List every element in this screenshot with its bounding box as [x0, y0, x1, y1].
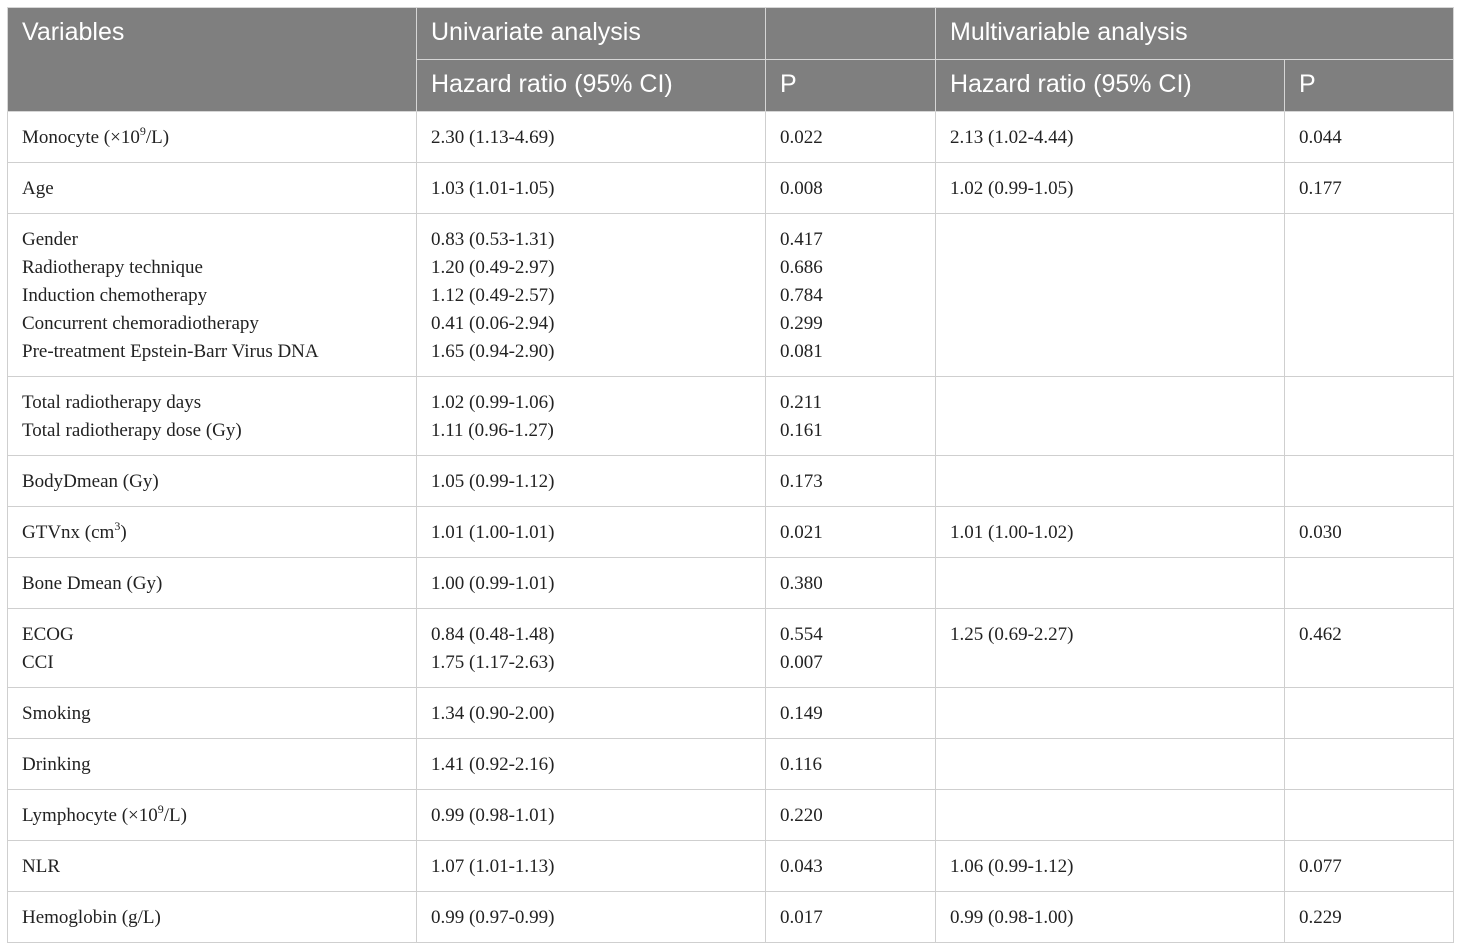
- cell-uni-p-value: 0.149: [780, 703, 823, 724]
- table-row: [8, 558, 1454, 609]
- variable-name-text: Concurrent chemoradiotherapy: [22, 313, 259, 334]
- cell-uni-p-value: 0.017: [780, 907, 823, 928]
- cell-uni-hazard-ratio-value: 0.83 (0.53-1.31): [431, 229, 555, 250]
- cell-multi-hazard-ratio-value: 1.06 (0.99-1.12): [950, 856, 1074, 877]
- cell-uni-p-value: 0.081: [780, 341, 823, 362]
- cell-uni-hazard-ratio-value: 1.02 (0.99-1.06): [431, 392, 555, 413]
- cell-uni-hazard-ratio: [417, 892, 766, 943]
- cell-multi-p: [1285, 163, 1454, 214]
- cell-uni-p: [766, 456, 936, 507]
- cell-uni-p-value: 0.021: [780, 522, 823, 543]
- cell-variables: [8, 456, 417, 507]
- cell-uni-hazard-ratio-value: 2.30 (1.13-4.69): [431, 127, 555, 148]
- cell-uni-hazard-ratio: [417, 163, 766, 214]
- variable-name-suffix: /L): [163, 805, 187, 826]
- cell-multi-p: [1285, 688, 1454, 739]
- variable-name-text: Drinking: [22, 754, 91, 775]
- cell-uni-p-value: 0.043: [780, 856, 823, 877]
- cell-uni-p-value: 0.116: [780, 754, 823, 775]
- cell-uni-p-value: 0.022: [780, 127, 823, 148]
- cell-uni-hazard-ratio: [417, 558, 766, 609]
- cell-multi-p: [1285, 112, 1454, 163]
- cell-multi-p-value: 0.030: [1299, 522, 1342, 543]
- cell-multi-hazard-ratio: [936, 841, 1285, 892]
- variable-name: [22, 226, 402, 254]
- cell-uni-p: [766, 609, 936, 688]
- variable-name: [22, 751, 402, 779]
- variable-name: [22, 700, 402, 728]
- variable-name-superscript: 3: [114, 519, 121, 533]
- cell-multi-hazard-ratio-value: 2.13 (1.02-4.44): [950, 127, 1074, 148]
- variable-name-text: Gender: [22, 229, 78, 250]
- cell-uni-p-value: 0.220: [780, 805, 823, 826]
- variable-name-suffix: /L): [145, 127, 170, 148]
- cell-multi-hazard-ratio: [936, 163, 1285, 214]
- variable-name-text: Induction chemotherapy: [22, 285, 208, 306]
- cell-multi-hazard-ratio: [936, 214, 1285, 377]
- variable-name-text: ECOG: [22, 624, 74, 645]
- cell-uni-p-value: 0.161: [780, 420, 823, 441]
- cell-uni-p: [766, 841, 936, 892]
- cell-uni-hazard-ratio-value: 1.07 (1.01-1.13): [431, 856, 555, 877]
- cell-multi-hazard-ratio: [936, 456, 1285, 507]
- cell-uni-hazard-ratio: [417, 214, 766, 377]
- cell-uni-p: [766, 163, 936, 214]
- variable-name-text: Total radiotherapy dose (Gy): [22, 420, 242, 441]
- table-row: [8, 688, 1454, 739]
- header-multi-hazard-ratio: Hazard ratio (95% CI): [936, 60, 1285, 112]
- header-uni-hazard-ratio: Hazard ratio (95% CI): [417, 60, 766, 112]
- variable-name-text: GTVnx (cm: [22, 522, 115, 543]
- cell-multi-p: [1285, 790, 1454, 841]
- cell-multi-hazard-ratio: [936, 688, 1285, 739]
- cell-variables: [8, 112, 417, 163]
- table-row: [8, 892, 1454, 943]
- variable-name-text: Total radiotherapy days: [22, 392, 202, 413]
- cell-multi-hazard-ratio: [936, 377, 1285, 456]
- cell-uni-hazard-ratio-value: 1.01 (1.00-1.01): [431, 522, 555, 543]
- header-univariate: Univariate analysis: [417, 8, 766, 60]
- variable-name-text: Radiotherapy technique: [22, 257, 203, 278]
- table-row: [8, 112, 1454, 163]
- table-body: [8, 112, 1454, 943]
- cell-multi-p-value: 0.229: [1299, 907, 1342, 928]
- table-row: [8, 507, 1454, 558]
- variable-name-text: Hemoglobin (g/L): [22, 907, 161, 928]
- cell-uni-p: [766, 558, 936, 609]
- cell-uni-hazard-ratio-value: 1.34 (0.90-2.00): [431, 703, 555, 724]
- cell-uni-p: [766, 507, 936, 558]
- table-row: [8, 214, 1454, 377]
- cell-variables: [8, 609, 417, 688]
- cell-multi-hazard-ratio: [936, 892, 1285, 943]
- cell-variables: [8, 558, 417, 609]
- cell-variables: [8, 739, 417, 790]
- cell-uni-hazard-ratio: [417, 841, 766, 892]
- cell-multi-p-value: 0.462: [1299, 624, 1342, 645]
- variable-name-text: BodyDmean (Gy): [22, 471, 159, 492]
- cell-uni-hazard-ratio: [417, 377, 766, 456]
- cell-uni-p-value: 0.173: [780, 471, 823, 492]
- cell-uni-hazard-ratio: [417, 609, 766, 688]
- cell-multi-hazard-ratio: [936, 558, 1285, 609]
- variable-name-text: NLR: [22, 856, 60, 877]
- table-row: [8, 739, 1454, 790]
- cell-multi-p-value: 0.177: [1299, 178, 1342, 199]
- cell-multi-hazard-ratio: [936, 609, 1285, 688]
- variable-name-text: CCI: [22, 652, 54, 673]
- variable-name: [22, 338, 402, 366]
- variable-name: [22, 310, 402, 338]
- cell-variables: [8, 214, 417, 377]
- cell-multi-hazard-ratio-value: 1.25 (0.69-2.27): [950, 624, 1074, 645]
- cell-variables: [8, 841, 417, 892]
- table-row: [8, 456, 1454, 507]
- cell-multi-hazard-ratio-value: 1.01 (1.00-1.02): [950, 522, 1074, 543]
- cell-variables: [8, 688, 417, 739]
- cell-multi-p: [1285, 739, 1454, 790]
- cell-uni-p-value: 0.211: [780, 392, 823, 413]
- cell-multi-p: [1285, 892, 1454, 943]
- variable-name: [22, 853, 402, 881]
- variable-name: [22, 468, 402, 496]
- cell-uni-p: [766, 790, 936, 841]
- cell-uni-hazard-ratio-value: 1.03 (1.01-1.05): [431, 178, 555, 199]
- cell-uni-p-value: 0.686: [780, 257, 823, 278]
- cell-uni-hazard-ratio: [417, 456, 766, 507]
- cell-uni-hazard-ratio-value: 1.65 (0.94-2.90): [431, 341, 555, 362]
- cell-uni-p-value: 0.380: [780, 573, 823, 594]
- cell-uni-hazard-ratio-value: 1.12 (0.49-2.57): [431, 285, 555, 306]
- cell-uni-p: [766, 688, 936, 739]
- cell-uni-hazard-ratio-value: 1.41 (0.92-2.16): [431, 754, 555, 775]
- cell-variables: [8, 892, 417, 943]
- variable-name-text: Monocyte (×10: [22, 127, 140, 148]
- header-uni-p: P: [766, 60, 936, 112]
- cell-uni-hazard-ratio-value: 1.11 (0.96-1.27): [431, 420, 554, 441]
- cell-multi-p: [1285, 377, 1454, 456]
- variable-name-superscript: 9: [139, 124, 146, 138]
- cell-uni-hazard-ratio-value: 1.05 (0.99-1.12): [431, 471, 555, 492]
- header-univariate-blank: [766, 8, 936, 60]
- table-row: [8, 841, 1454, 892]
- cell-multi-p: [1285, 609, 1454, 688]
- header-multivariable: Multivariable analysis: [936, 8, 1454, 60]
- variable-name: [22, 802, 402, 830]
- variable-name-text: Smoking: [22, 703, 91, 724]
- cell-multi-hazard-ratio: [936, 112, 1285, 163]
- cell-multi-hazard-ratio-value: 1.02 (0.99-1.05): [950, 178, 1074, 199]
- cell-uni-hazard-ratio-value: 0.41 (0.06-2.94): [431, 313, 555, 334]
- variable-name-text: Lymphocyte (×10: [22, 805, 158, 826]
- cell-uni-p: [766, 892, 936, 943]
- table-row: [8, 790, 1454, 841]
- cell-multi-p-value: 0.044: [1299, 127, 1342, 148]
- cell-multi-p: [1285, 841, 1454, 892]
- cell-multi-hazard-ratio: [936, 790, 1285, 841]
- cell-uni-hazard-ratio-value: 0.99 (0.98-1.01): [431, 805, 555, 826]
- cell-uni-p-value: 0.554: [780, 624, 823, 645]
- results-table: [7, 7, 1454, 943]
- variable-name-text: Age: [22, 178, 54, 199]
- variable-name: [22, 519, 402, 547]
- cell-uni-hazard-ratio-value: 0.99 (0.97-0.99): [431, 907, 555, 928]
- cell-uni-p: [766, 739, 936, 790]
- cell-uni-p-value: 0.008: [780, 178, 823, 199]
- variable-name: [22, 175, 402, 203]
- cell-uni-p: [766, 377, 936, 456]
- table-header: [8, 8, 1454, 112]
- table-row: [8, 609, 1454, 688]
- variable-name: [22, 389, 402, 417]
- cell-variables: [8, 507, 417, 558]
- variable-name-suffix: ): [120, 522, 127, 543]
- cell-multi-p: [1285, 558, 1454, 609]
- variable-name-text: Bone Dmean (Gy): [22, 573, 163, 594]
- cell-multi-hazard-ratio: [936, 739, 1285, 790]
- cell-uni-hazard-ratio: [417, 112, 766, 163]
- cell-multi-p: [1285, 214, 1454, 377]
- cell-uni-p-value: 0.007: [780, 652, 823, 673]
- variable-name: [22, 649, 402, 677]
- variable-name: [22, 124, 402, 152]
- cell-uni-p-value: 0.299: [780, 313, 823, 334]
- cell-uni-hazard-ratio-value: 1.20 (0.49-2.97): [431, 257, 555, 278]
- cell-uni-hazard-ratio: [417, 790, 766, 841]
- cell-uni-hazard-ratio-value: 1.00 (0.99-1.01): [431, 573, 555, 594]
- cell-multi-hazard-ratio-value: 0.99 (0.98-1.00): [950, 907, 1074, 928]
- cell-uni-hazard-ratio: [417, 739, 766, 790]
- cell-uni-p-value: 0.417: [780, 229, 823, 250]
- variable-name: [22, 254, 402, 282]
- variable-name: [22, 904, 402, 932]
- header-multi-p: P: [1285, 60, 1454, 112]
- table-row: [8, 163, 1454, 214]
- variable-name-text: Pre-treatment Epstein-Barr Virus DNA: [22, 341, 319, 362]
- variable-name: [22, 570, 402, 598]
- cell-multi-p-value: 0.077: [1299, 856, 1342, 877]
- cell-multi-p: [1285, 456, 1454, 507]
- cell-variables: [8, 790, 417, 841]
- table-row: [8, 377, 1454, 456]
- cell-uni-hazard-ratio-value: 1.75 (1.17-2.63): [431, 652, 555, 673]
- cell-uni-p-value: 0.784: [780, 285, 823, 306]
- variable-name: [22, 621, 402, 649]
- cell-multi-hazard-ratio: [936, 507, 1285, 558]
- cell-variables: [8, 377, 417, 456]
- variable-name: [22, 417, 402, 445]
- variable-name: [22, 282, 402, 310]
- cell-uni-hazard-ratio: [417, 507, 766, 558]
- cell-uni-p: [766, 214, 936, 377]
- cell-multi-p: [1285, 507, 1454, 558]
- cell-uni-hazard-ratio-value: 0.84 (0.48-1.48): [431, 624, 555, 645]
- cell-variables: [8, 163, 417, 214]
- cell-uni-hazard-ratio: [417, 688, 766, 739]
- variable-name-superscript: 9: [157, 802, 164, 816]
- cell-uni-p: [766, 112, 936, 163]
- header-variables: Variables: [8, 8, 417, 112]
